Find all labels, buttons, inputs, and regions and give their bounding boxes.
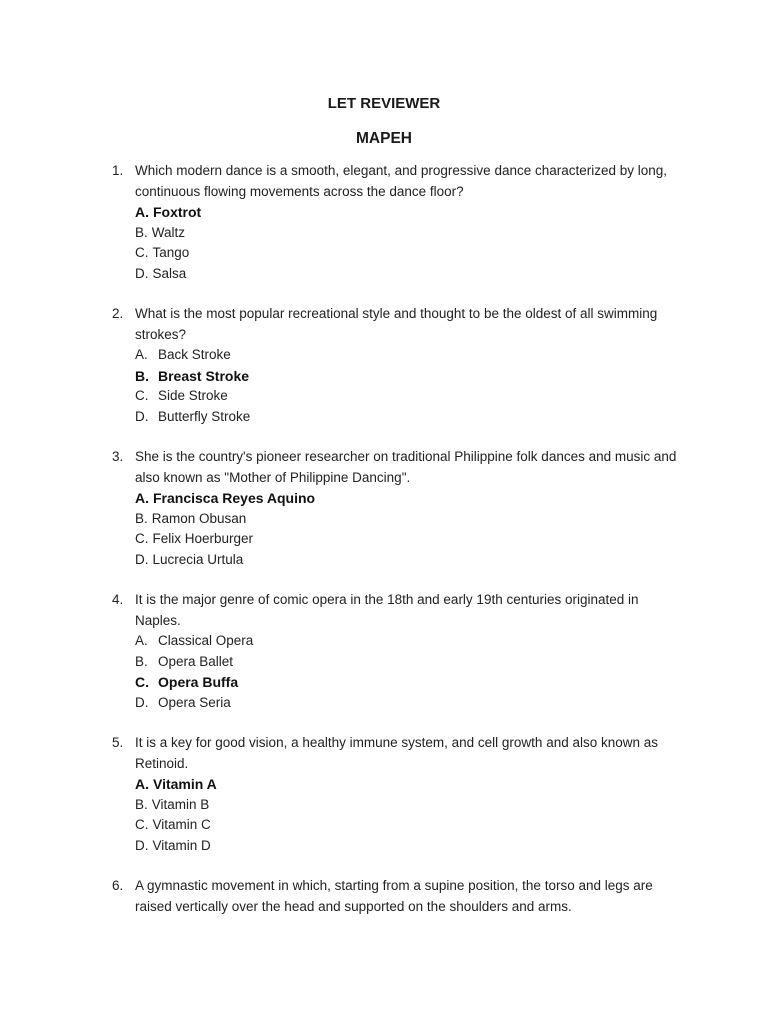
answer-option-correct (135, 366, 682, 387)
option-letter: A. (135, 633, 148, 648)
option-letter: A. (135, 490, 149, 506)
option-text: Lucrecia Urtula (152, 551, 244, 567)
option-text: Francisca Reyes Aquino (153, 490, 316, 506)
answer-option (135, 386, 682, 407)
option-letter: D. (135, 551, 149, 567)
question-number: 2. (112, 306, 124, 321)
option-letter: B. (135, 796, 148, 812)
answer-option-correct (135, 488, 682, 509)
answer-option (135, 836, 682, 857)
question-number: 5. (112, 735, 124, 750)
question-number: 6. (112, 878, 124, 893)
option-letter: B. (135, 224, 148, 240)
answer-options (135, 631, 682, 713)
option-text: Side Stroke (158, 388, 228, 403)
option-letter: A. (135, 204, 149, 220)
question-text: Which modern dance is a smooth, elegant, and progressive dance characterized by long, continuous flowing movements across the dance floor? (135, 163, 668, 199)
question-item (112, 876, 682, 917)
option-text: Butterfly Stroke (158, 408, 251, 424)
answer-option-correct (135, 672, 682, 693)
answer-option (135, 631, 682, 652)
question-number: 3. (112, 449, 124, 464)
option-letter: C. (135, 817, 149, 832)
answer-option (135, 223, 682, 244)
answer-option (135, 815, 682, 836)
option-letter: D. (135, 408, 149, 424)
question-item (112, 304, 682, 427)
question-item (112, 447, 682, 570)
option-letter: B. (135, 367, 149, 384)
option-text: Vitamin D (152, 837, 211, 853)
answer-options (135, 774, 682, 856)
option-text: Opera Buffa (158, 674, 239, 690)
option-letter: A. (135, 776, 149, 792)
option-letter: D. (135, 694, 149, 710)
page-title: LET REVIEWER (327, 95, 441, 112)
question-item (112, 733, 682, 856)
answer-option (135, 693, 682, 714)
option-text: Classical Opera (158, 633, 254, 648)
option-text: Felix Hoerburger (152, 531, 254, 546)
option-letter: C. (135, 531, 149, 546)
question-item (112, 590, 682, 713)
question-item (112, 161, 682, 284)
option-letter: D. (135, 265, 149, 281)
answer-option (135, 550, 682, 571)
option-letter: C. (135, 245, 149, 260)
answer-option (135, 795, 682, 816)
answer-option (135, 652, 682, 673)
answer-option (135, 509, 682, 530)
option-text: Salsa (152, 265, 187, 281)
question-text: It is the major genre of comic opera in the 18th and early 19th centuries originated in Naples. (135, 592, 639, 628)
question-text: What is the most popular recreational style and thought to be the oldest of all swimming strokes? (135, 306, 658, 342)
question-text: A gymnastic movement in which, starting from a supine position, the torso and legs are raised vertically over the head and supported on the shoulders and arms. (135, 878, 653, 914)
answer-option (135, 529, 682, 550)
option-text: Vitamin C (152, 817, 211, 832)
question-text: She is the country's pioneer researcher on traditional Philippine folk dances and music and also known as "Mother of Philippine Dancing". (135, 449, 677, 485)
answer-option (135, 345, 682, 366)
answer-option (135, 407, 682, 428)
option-text: Tango (152, 245, 190, 260)
option-text: Back Stroke (158, 347, 231, 362)
answer-options (135, 345, 682, 427)
subject-heading: MAPEH (356, 130, 412, 147)
option-letter: A. (135, 347, 148, 362)
option-text: Opera Seria (158, 694, 231, 710)
question-text: It is a key for good vision, a healthy immune system, and cell growth and also known as Retinoid. (135, 735, 659, 771)
option-text: Breast Stroke (158, 367, 250, 384)
question-number: 1. (112, 163, 124, 178)
option-letter: C. (135, 674, 149, 690)
answer-options (135, 202, 682, 284)
option-letter: D. (135, 837, 149, 853)
answer-option (135, 264, 682, 285)
option-text: Foxtrot (153, 204, 202, 220)
option-letter: C. (135, 388, 149, 403)
answer-option (135, 243, 682, 264)
option-letter: B. (135, 510, 148, 526)
option-letter: B. (135, 653, 148, 669)
question-number: 4. (112, 592, 124, 607)
option-text: Opera Ballet (158, 653, 234, 669)
option-text: Vitamin A (153, 776, 217, 792)
answer-options (135, 488, 682, 570)
option-text: Ramon Obusan (151, 510, 247, 526)
option-text: Vitamin B (151, 796, 210, 812)
answer-option-correct (135, 774, 682, 795)
option-text: Waltz (151, 224, 186, 240)
answer-option-correct (135, 202, 682, 223)
